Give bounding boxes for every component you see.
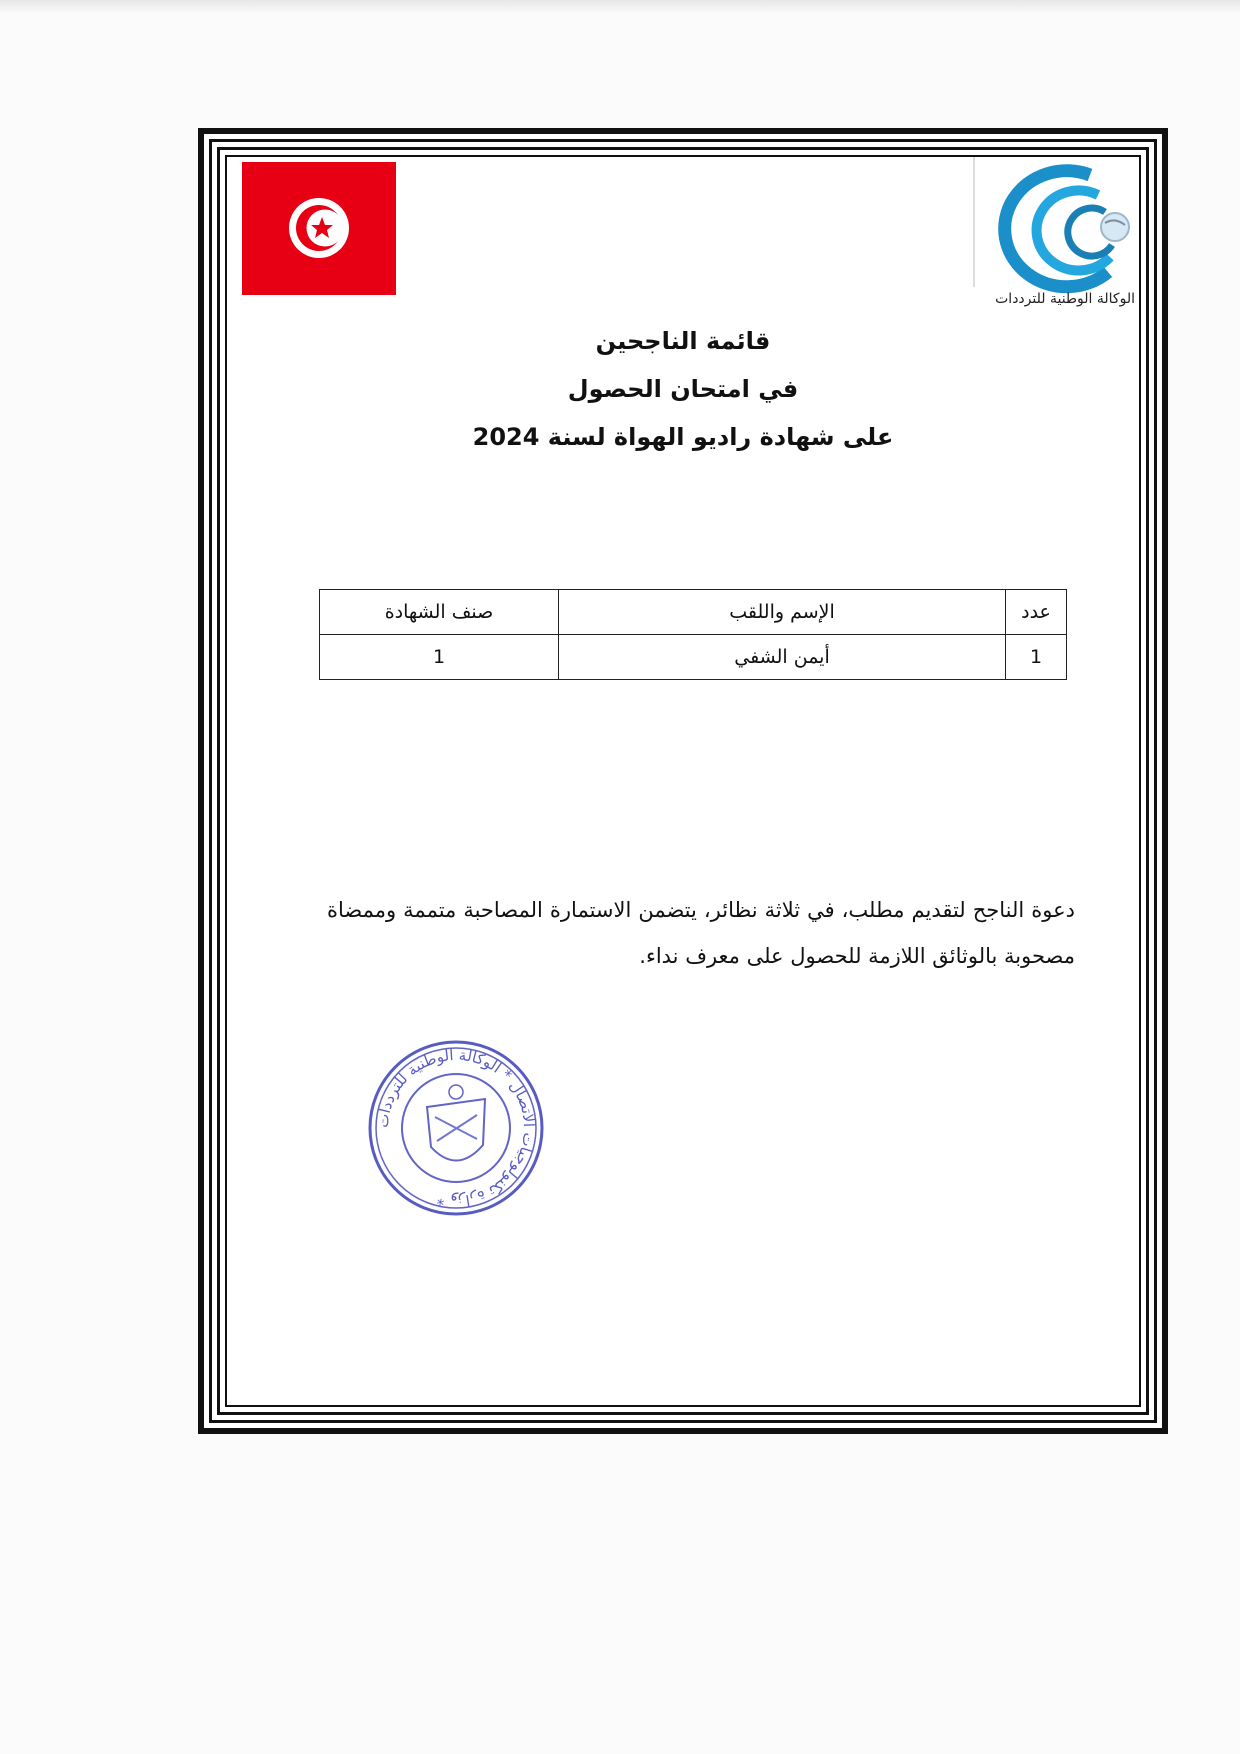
header-certificate-class: صنف الشهادة [320, 590, 559, 635]
header-number: عدد [1006, 590, 1067, 635]
tunisia-flag-icon [242, 162, 396, 295]
official-stamp-icon [365, 1037, 547, 1219]
frame-content [225, 155, 1141, 1407]
title-block [227, 317, 1139, 461]
header-name: الإسم واللقب [559, 590, 1006, 635]
results-table [319, 589, 1067, 680]
table-header-row [320, 590, 1067, 635]
instruction-note: دعوة الناجح لتقديم مطلب، في ثلاثة نظائر، يتضمن الاستمارة المصاحبة متممة وممضاة مصحوبة بالوثائق اللازمة للحصول على معرف نداء. [327, 898, 1075, 968]
agency-logo-caption: الوكالة الوطنية للترددات [995, 291, 1135, 307]
cell-certificate-class: 1 [320, 635, 559, 680]
table-row [320, 635, 1067, 680]
cell-name: أيمن الشفي [559, 635, 1006, 680]
frame-border-3 [217, 147, 1149, 1415]
stamp-text: وزارة تكنولوجيات الاتصال * الوكالة الوطنية للترددات * [373, 1045, 539, 1211]
cell-number: 1 [1006, 635, 1067, 680]
title-line-2: في امتحان الحصول [567, 375, 799, 403]
page-shadow [0, 0, 1240, 14]
frame-border-2 [209, 139, 1157, 1423]
title-line-1: قائمة الناجحين [595, 327, 771, 355]
title-line-3: على شهادة راديو الهواة لسنة 2024 [472, 423, 894, 451]
document-frame [198, 128, 1168, 1434]
